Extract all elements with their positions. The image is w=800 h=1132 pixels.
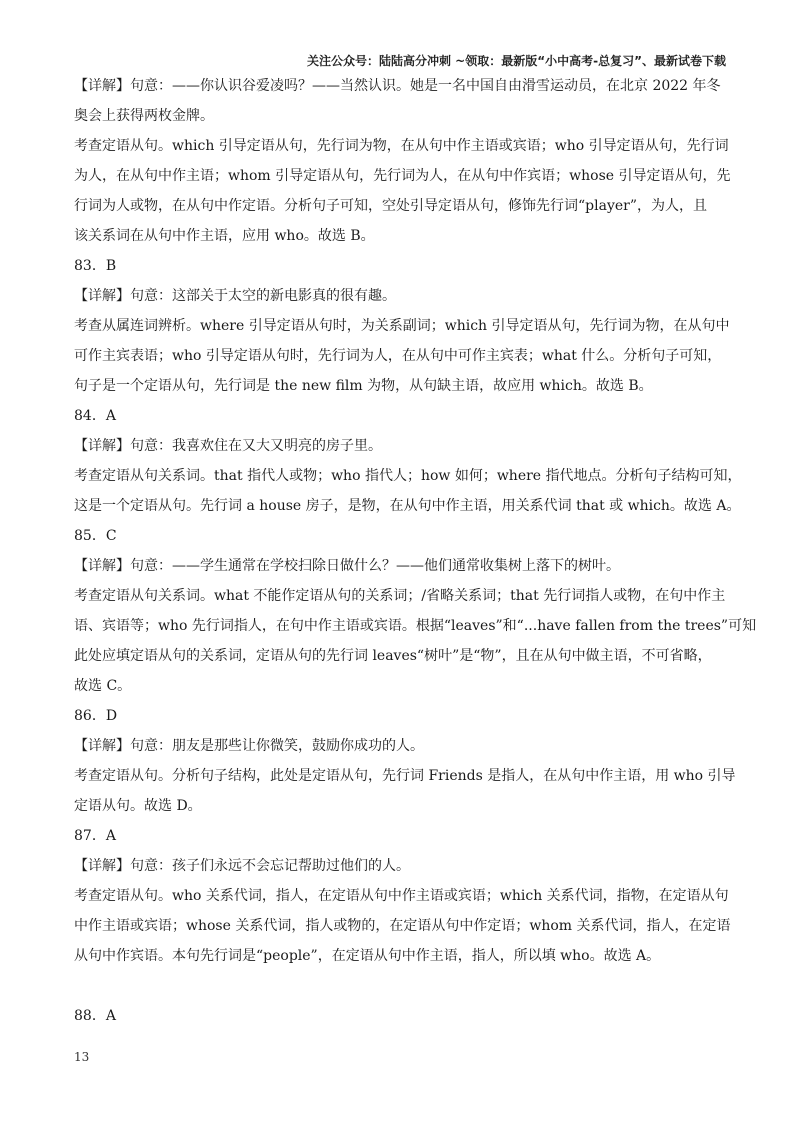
- text-line: 考查定语从句关系词。what 不能作定语从句的关系词；/省略关系词；that 先行词指人或物，在句中作主: [74, 588, 726, 604]
- question-number: 86．D: [74, 708, 118, 724]
- text-line: 句子是一个定语从句，先行词是 the new film 为物，从句缺主语，故应用 which。故选 B。: [74, 378, 653, 394]
- page-number: 13: [74, 1050, 90, 1064]
- text-line: 【详解】句意：——你认识谷爱凌吗？——当然认识。她是一名中国自由滑雪运动员，在北京 2022 年冬: [74, 78, 721, 94]
- text-line: 考查定语从句关系词。that 指代人或物；who 指代人；how 如何；where 指代地点。分析句子结构可知，: [74, 468, 742, 484]
- text-line: 考查从属连词辨析。where 引导定语从句时，为关系副词；which 引导定语从句，先行词为物，在从句中: [74, 318, 730, 334]
- text-line: 【详解】句意：这部关于太空的新电影真的很有趣。: [74, 288, 396, 304]
- text-line: 该关系词在从句中作主语，应用 who。故选 B。: [74, 228, 375, 244]
- text-line: 这是一个定语从句。先行词 a house 房子，是物，在从句中作主语，用关系代词 that 或 which。故选 A。: [74, 498, 741, 514]
- text-line: 中作主语或宾语；whose 关系代词，指人或物的，在定语从句中作定语；whom 关系代词，指人，在定语: [74, 918, 731, 934]
- text-line: 【详解】句意：——学生通常在学校扫除日做什么？——他们通常收集树上落下的树叶。: [74, 558, 620, 574]
- question-number: 83．B: [74, 258, 117, 274]
- text-line: 【详解】句意：我喜欢住在又大又明亮的房子里。: [74, 438, 382, 454]
- text-line: 考查定语从句。who 关系代词，指人，在定语从句中作主语或宾语；which 关系代词，指物，在定语从句: [74, 888, 729, 904]
- question-number: 88．A: [74, 1008, 116, 1024]
- text-line: 行词为人或物，在从句中作定语。分析句子可知，空处引导定语从句，修饰先行词“player”，为人，且: [74, 198, 707, 214]
- question-number: 87．A: [74, 828, 116, 844]
- text-line: 奥会上获得两枚金牌。: [74, 108, 214, 124]
- text-line: 故选 C。: [74, 678, 132, 694]
- text-line: 【详解】句意：朋友是那些让你微笑，鼓励你成功的人。: [74, 738, 424, 754]
- text-line: 从句中作宾语。本句先行词是“people”，在定语从句中作主语，指人，所以填 who。故选 A。: [74, 948, 661, 964]
- question-number: 85．C: [74, 528, 117, 544]
- text-line: 【详解】句意：孩子们永远不会忘记帮助过他们的人。: [74, 858, 410, 874]
- answer-content: [74, 71, 757, 1031]
- text-line: 考查定语从句。分析句子结构，此处是定语从句，先行词 Friends 是指人，在从句中作主语，用 who 引导: [74, 768, 736, 784]
- question-number: 84．A: [74, 408, 116, 424]
- text-line: 可作主宾表语；who 引导定语从句时，先行词为人，在从句中可作主宾表；what 什么。分析句子可知，: [74, 348, 722, 364]
- text-line: 定语从句。故选 D。: [74, 798, 202, 814]
- text-line: 考查定语从句。which 引导定语从句，先行词为物，在从句中作主语或宾语；who 引导定语从句，先行词: [74, 138, 729, 154]
- spacer: [74, 971, 724, 1001]
- page-header: 关注公众号：陆陆高分冲刺 ~领取：最新版“小中高考-总复习”、最新试卷下载: [307, 54, 726, 68]
- text-line: 此处应填定语从句的关系词，定语从句的先行词 leaves“树叶”是“物”，且在从句中做主语，不可省略，: [74, 648, 712, 664]
- text-line: 为人，在从句中作主语；whom 引导定语从句，先行词为人，在从句中作宾语；whose 引导定语从句，先: [74, 168, 731, 184]
- text-line: 语、宾语等；who 先行词指人，在句中作主语或宾语。根据“leaves”和“...have fallen from the trees”可知: [74, 618, 757, 634]
